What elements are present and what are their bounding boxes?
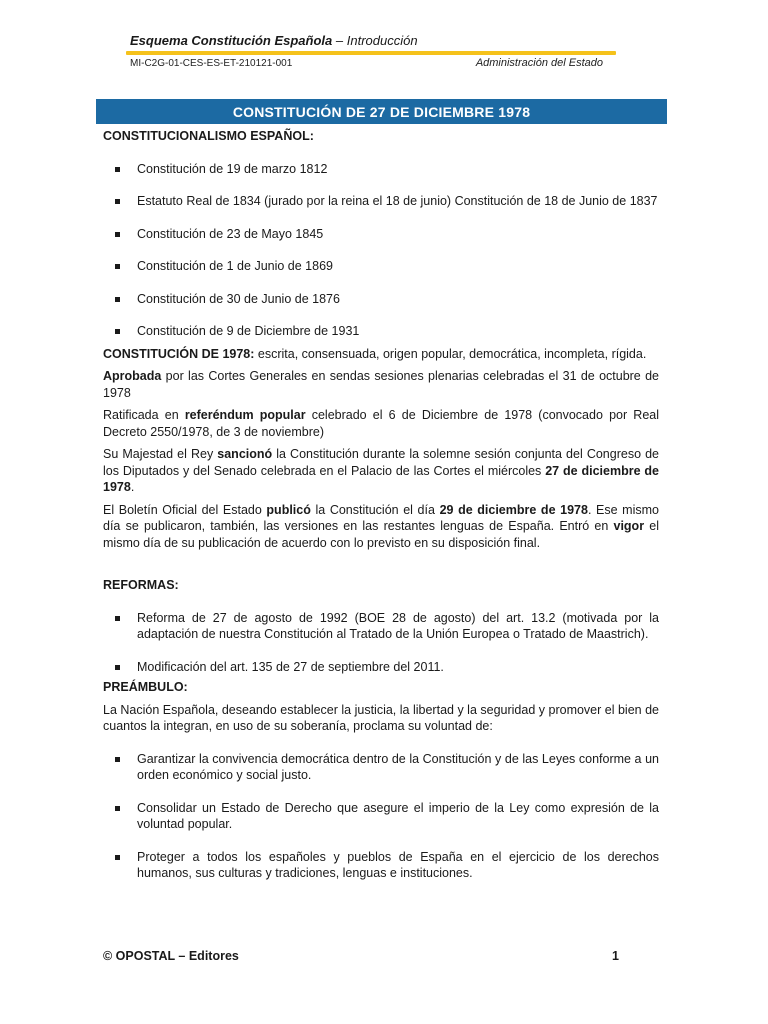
heading-reformas: REFORMAS:	[103, 578, 179, 592]
page-number: 1	[612, 949, 619, 963]
list-item: Constitución de 9 de Diciembre de 1931	[103, 323, 659, 340]
list-reformas	[103, 610, 659, 676]
footer-publisher: © OPOSTAL – Editores	[103, 949, 239, 963]
list-item: Reforma de 27 de agosto de 1992 (BOE 28 de agosto) del art. 13.2 (motivada por la adaptación de nuestra Constitución al Tratado de la Unión Europea o Tratado de Maastrich).	[103, 610, 659, 643]
paragraph: CONSTITUCIÓN DE 1978: escrita, consensuada, origen popular, democrática, incompleta, rígida.	[103, 346, 647, 361]
paragraph: La Nación Española, deseando establecer la justicia, la libertad y la seguridad y promover el bien de cuantos la integran, en uso de su soberanía, proclama su voluntad de:	[103, 702, 659, 733]
paragraph: Aprobada por las Cortes Generales en sendas sesiones plenarias celebradas el 31 de octubre de 1978	[103, 369, 659, 400]
list-item: Constitución de 23 de Mayo 1845	[103, 226, 659, 243]
list-item: Modificación del art. 135 de 27 de septiembre del 2011.	[103, 659, 659, 676]
document-body	[103, 128, 659, 882]
heading-preambulo: PREÁMBULO:	[103, 680, 188, 694]
list-item: Proteger a todos los españoles y pueblos de España en el ejercicio de los derechos humanos, sus culturas y tradiciones, lenguas e instituciones.	[103, 849, 659, 882]
list-constitucionalismo	[103, 161, 659, 340]
list-preambulo	[103, 751, 659, 882]
header-title: Esquema Constitución Española – Introducción	[130, 33, 418, 48]
list-item: Estatuto Real de 1834 (jurado por la reina el 18 de junio) Constitución de 18 de Junio de 1837	[103, 193, 659, 210]
paragraph: Ratificada en referéndum popular celebrado el 6 de Diciembre de 1978 (convocado por Real Decreto 2550/1978, de 3 de noviembre)	[103, 408, 660, 439]
list-item: Constitución de 19 de marzo 1812	[103, 161, 659, 178]
paragraph: Su Majestad el Rey sancionó la Constitución durante la solemne sesión conjunta del Congreso de los Diputados y del Senado celebrada en el Palacio de las Cortes el miércoles 27 de diciembre de 1978.	[103, 447, 660, 494]
paragraph: El Boletín Oficial del Estado publicó la Constitución el día 29 de diciembre de 1978. Ese mismo día se publicaron, también, las versiones en las restantes lenguas de España. Entró en vigor el mismo día de su publicación de acuerdo con lo previsto en su disposición final.	[103, 502, 659, 550]
section-banner: CONSTITUCIÓN DE 27 DE DICIEMBRE 1978	[96, 99, 667, 124]
header-section: Administración del Estado	[475, 57, 603, 69]
document-code: MI-C2G-01-CES-ES-ET-210121-001	[130, 58, 293, 69]
list-item: Constitución de 30 de Junio de 1876	[103, 291, 659, 308]
list-item: Consolidar un Estado de Derecho que asegure el imperio de la Ley como expresión de la voluntad popular.	[103, 800, 659, 833]
header-rule	[126, 51, 616, 55]
list-item: Garantizar la convivencia democrática dentro de la Constitución y de las Leyes conforme a un orden económico y social justo.	[103, 751, 659, 784]
list-item: Constitución de 1 de Junio de 1869	[103, 258, 659, 275]
heading-constitucionalismo: CONSTITUCIONALISMO ESPAÑOL:	[103, 129, 314, 143]
